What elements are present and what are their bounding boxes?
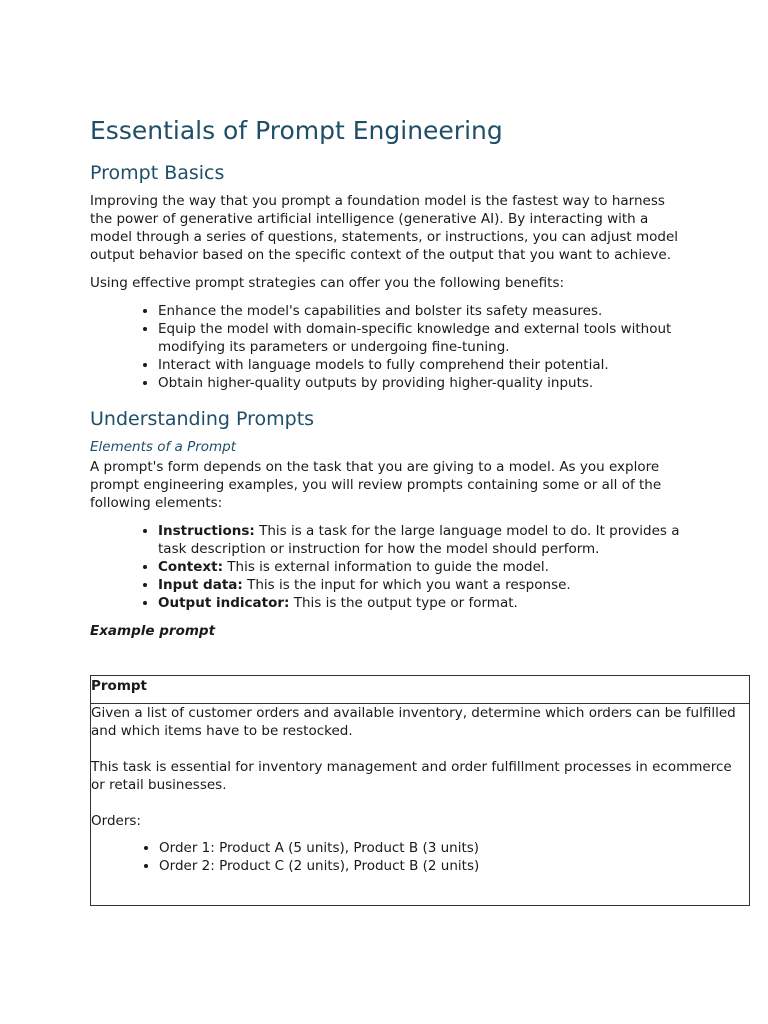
basics-paragraph-1: Improving the way that you prompt a foundation model is the fastest way to harness the power of generative artificial intelligence (generative AI). By interacting with a model through a series of questions, statements, or instructions, you can adjust model output behavior based on the specific context of the output that you want to achieve.	[90, 193, 679, 263]
list-item: • Enhance the model's capabilities and bolster its safety measures.	[158, 302, 690, 320]
page-title: Essentials of Prompt Engineering	[90, 116, 503, 145]
table-body	[91, 704, 749, 875]
section-heading-understanding-prompts: Understanding Prompts	[90, 408, 315, 430]
element-term: Instructions:	[158, 523, 255, 539]
document-content	[90, 114, 690, 650]
elements-list	[90, 522, 690, 612]
list-item	[158, 594, 690, 612]
list-item: • Equip the model with domain-specific knowledge and external tools without modifying its parameters or undergoing fine-tuning.	[158, 320, 690, 356]
orders-list	[91, 839, 749, 875]
prompt-paragraph-2: This task is essential for inventory management and order fulfillment processes in ecommerce or retail businesses.	[91, 759, 732, 793]
prompt-paragraph-1: Given a list of customer orders and available inventory, determine which orders can be fulfilled and which items have to be restocked.	[91, 705, 736, 739]
list-item	[158, 522, 690, 558]
example-prompt-table	[90, 675, 750, 906]
element-desc: This is the input for which you want a response.	[242, 577, 571, 593]
table-header: Prompt	[91, 676, 749, 704]
list-item: • Order 2: Product C (2 units), Product B (2 units)	[159, 857, 749, 875]
example-prompt-title: Example prompt	[90, 623, 216, 639]
section-heading-prompt-basics: Prompt Basics	[90, 162, 225, 184]
orders-label: Orders:	[91, 813, 141, 829]
list-item: • Obtain higher-quality outputs by providing higher-quality inputs.	[158, 374, 690, 392]
element-term: Context:	[158, 559, 223, 575]
understanding-paragraph: A prompt's form depends on the task that you are giving to a model. As you explore prompt engineering examples, you will review prompts containing some or all of the following elements:	[90, 459, 662, 511]
list-item	[158, 576, 690, 594]
list-item	[158, 558, 690, 576]
element-term: Input data:	[158, 577, 243, 593]
benefits-list	[90, 302, 690, 392]
list-item: • Order 1: Product A (5 units), Product B (3 units)	[159, 839, 749, 857]
subheading-elements: Elements of a Prompt	[90, 439, 237, 455]
element-desc: This is the output type or format.	[289, 595, 518, 611]
element-desc: This is external information to guide the model.	[222, 559, 549, 575]
basics-paragraph-2: Using effective prompt strategies can offer you the following benefits:	[90, 275, 565, 291]
list-item: • Interact with language models to fully comprehend their potential.	[158, 356, 690, 374]
element-desc: This is a task for the large language model to do. It provides a task description or instruction for how the model should perform.	[158, 523, 680, 557]
element-term: Output indicator:	[158, 595, 290, 611]
